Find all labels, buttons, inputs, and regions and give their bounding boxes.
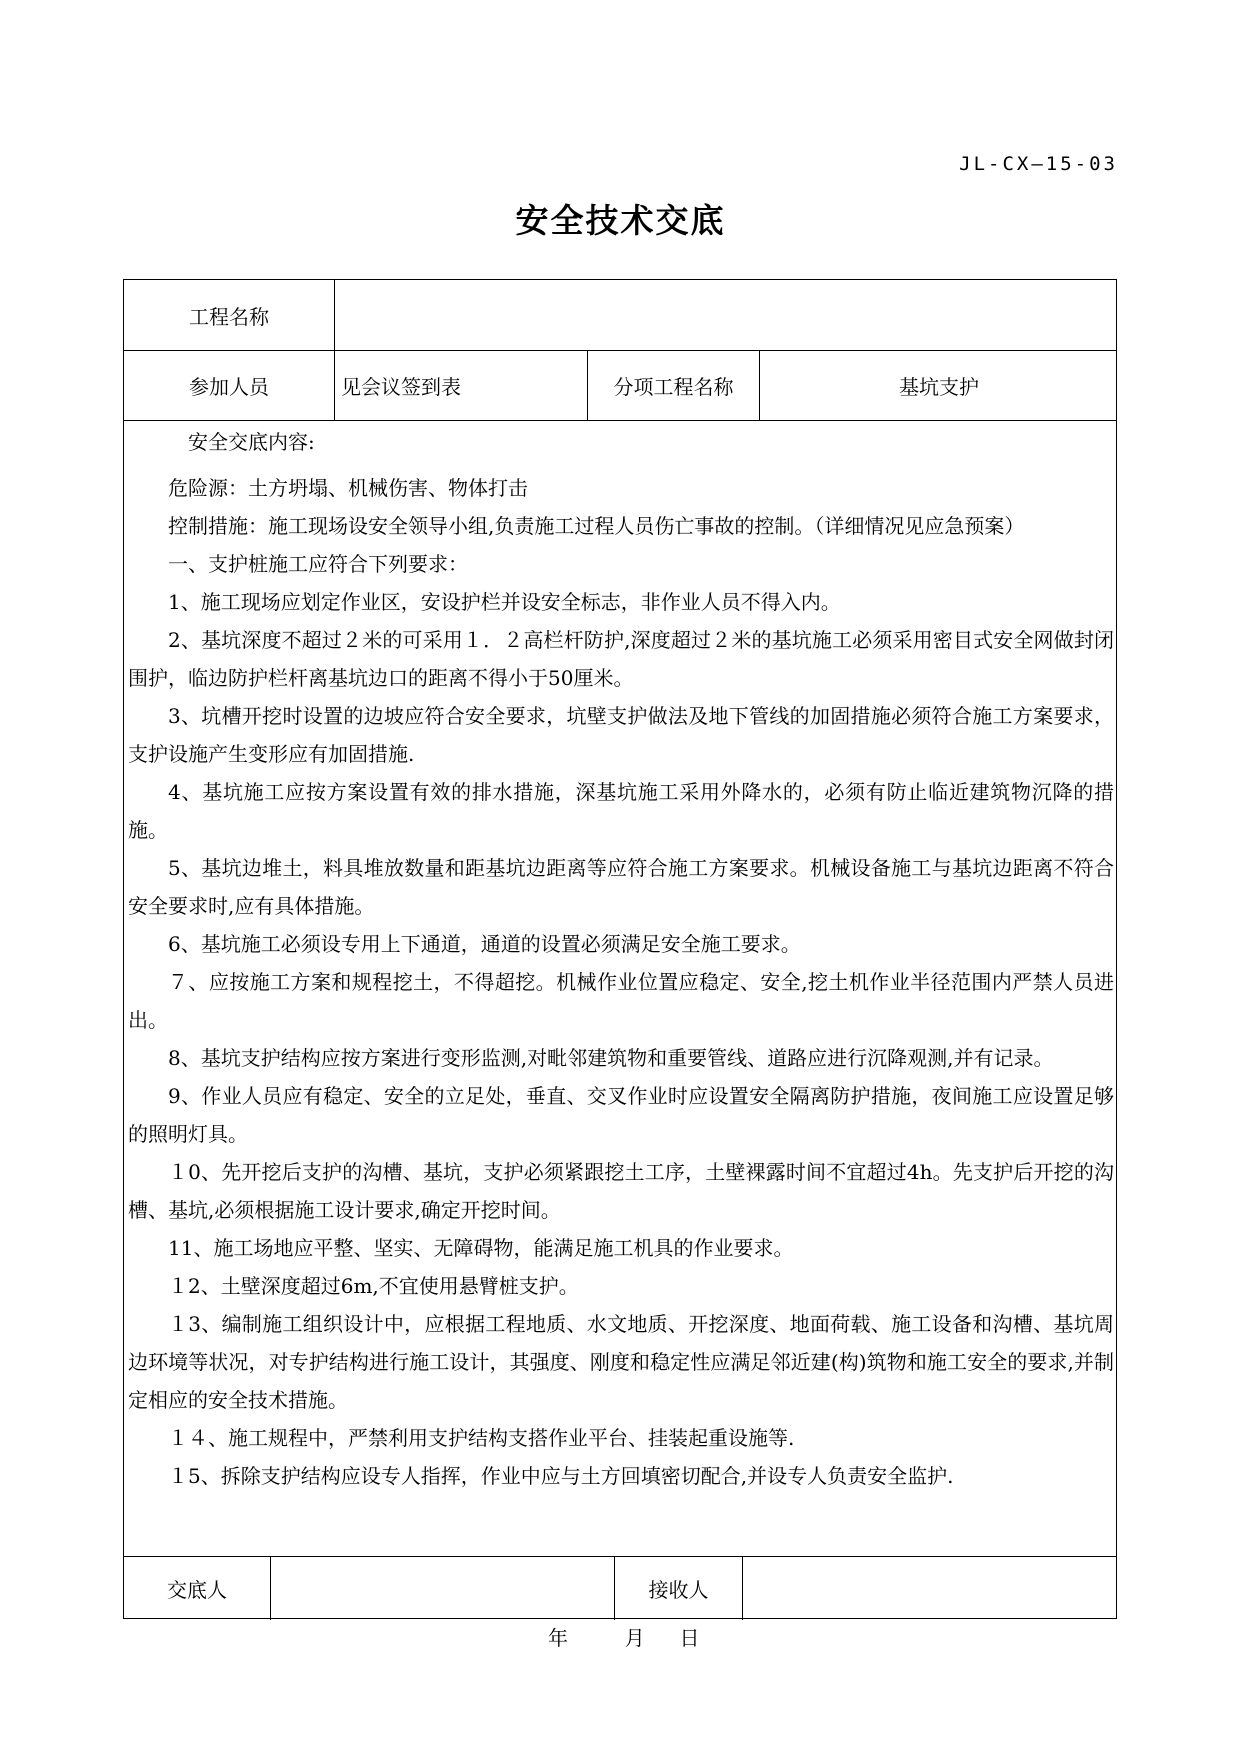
content-line: １2、土壁深度超过6m,不宜使用悬臂桩支护。 [168, 1274, 579, 1298]
disclosure-content [124, 423, 1116, 1495]
page-title: 安全技术交底 [515, 201, 726, 240]
content-line: 1、施工现场应划定作业区，安设护栏并设安全标志，非作业人员不得入内。 [168, 590, 841, 614]
content-line: 8、基坑支护结构应按方案进行变形监测,对毗邻建筑物和重要管线、道路应进行沉降观测,并有记录。 [168, 1046, 1054, 1070]
date-day: 日 [679, 1626, 700, 1650]
subproject-label: 分项工程名称 [588, 351, 760, 420]
date-month: 月 [624, 1626, 645, 1650]
receiver-label: 接收人 [615, 1557, 743, 1620]
safety-disclosure-form [123, 279, 1117, 1619]
content-line: 控制措施：施工现场设安全领导小组,负责施工过程人员伤亡事故的控制。（详细情况见应急预案） [168, 514, 1025, 538]
receiver-field[interactable] [743, 1557, 1118, 1620]
discloser-label: 交底人 [124, 1557, 271, 1620]
content-line: 危险源：土方坍塌、机械伤害、物体打击 [168, 476, 528, 500]
content-section [124, 421, 1116, 1556]
project-name-row [124, 280, 1116, 351]
date-line [548, 1622, 699, 1651]
participants-field[interactable]: 见会议签到表 [335, 351, 588, 420]
content-line: 6、基坑施工必须设专用上下通道，通道的设置必须满足安全施工要求。 [168, 932, 801, 956]
content-line: 9、作业人员应有稳定、安全的立足处，垂直、交叉作业时应设置安全隔离防护措施，夜间施工应设置足够的照明灯具。 [128, 1084, 1114, 1146]
signature-row [124, 1556, 1116, 1620]
content-line: 2、基坑深度不超过２米的可采用１．２高栏杆防护,深度超过２米的基坑施工必须采用密目式安全网做封闭围护，临边防护栏杆离基坑边口的距离不得小于50厘米。 [128, 628, 1114, 690]
content-heading: 安全交底内容: [188, 430, 315, 454]
project-name-label: 工程名称 [124, 280, 335, 350]
project-name-field[interactable] [335, 280, 1118, 350]
content-line: １3、编制施工组织设计中，应根据工程地质、水文地质、开挖深度、地面荷载、施工设备和沟槽、基坑周边环境等状况，对专护结构进行施工设计，其强度、刚度和稳定性应满足邻近建(构)筑物和施工安全的要求,并制定相应的安全技术措施。 [128, 1312, 1114, 1412]
content-line: 3、坑槽开挖时设置的边坡应符合安全要求，坑壁支护做法及地下管线的加固措施必须符合施工方案要求，支护设施产生变形应有加固措施. [128, 704, 1114, 766]
content-line: ７、应按施工方案和规程挖土，不得超挖。机械作业位置应稳定、安全,挖土机作业半径范围内严禁人员进出。 [128, 970, 1114, 1032]
content-line: 11、施工场地应平整、坚实、无障碍物，能满足施工机具的作业要求。 [168, 1236, 794, 1260]
date-year: 年 [548, 1626, 568, 1650]
participants-row [124, 351, 1116, 421]
participants-label: 参加人员 [124, 351, 335, 420]
discloser-field[interactable] [271, 1557, 615, 1620]
content-line: 一、支护桩施工应符合下列要求： [168, 552, 468, 576]
content-line: １0、先开挖后支护的沟槽、基坑，支护必须紧跟挖土工序，土壁裸露时间不宜超过4h。先支护后开挖的沟槽、基坑,必须根据施工设计要求,确定开挖时间。 [128, 1160, 1114, 1222]
content-line: １４、施工规程中，严禁利用支护结构支搭作业平台、挂装起重设施等. [168, 1426, 795, 1450]
content-line: 4、基坑施工应按方案设置有效的排水措施，深基坑施工采用外降水的，必须有防止临近建筑物沉降的措施。 [128, 780, 1114, 842]
content-line: 5、基坑边堆土，料具堆放数量和距基坑边距离等应符合施工方案要求。机械设备施工与基坑边距离不符合安全要求时,应有具体措施。 [128, 856, 1114, 918]
subproject-field[interactable]: 基坑支护 [899, 375, 979, 399]
document-code: JL-CX—15-03 [959, 153, 1118, 175]
content-line: １5、拆除支护结构应设专人指挥，作业中应与土方回填密切配合,并设专人负责安全监护. [168, 1464, 954, 1488]
